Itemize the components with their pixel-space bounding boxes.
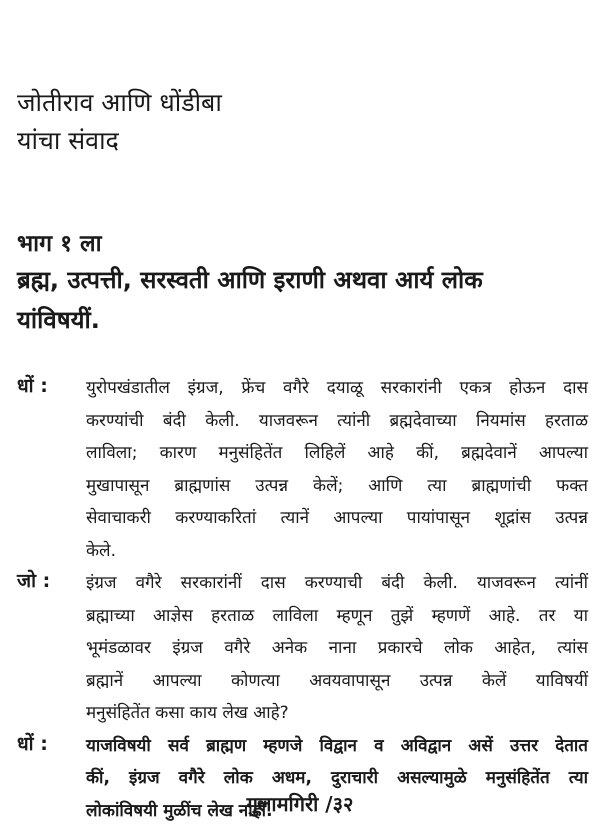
speech-line: सेवाचाकरी करण्याकरितां त्यानें आपल्या पायांपासून शूद्रांस उत्पन्न [86,508,588,528]
speech-line: मुखापासून ब्राह्मणांस उत्पन्न केलें; आणि त्या ब्राह्मणांची फक्त [86,475,588,496]
speech-text [86,372,588,567]
speech-line: भूमंडळावर इंग्रज वगैरे अनेक नाना प्रकारचे लोक आहेत, त्यांस [86,638,588,658]
speaker-label: धों : [17,732,48,755]
speaker-label: जो : [17,570,51,592]
title-line-1: जोतीराव आणि धोंडीबा [17,88,222,117]
speech-line: ब्रह्माच्या आज्ञेस हरताळ लाविला म्हणून तुझें म्हणणें आहे. तर या [86,605,588,626]
section-heading [17,260,592,340]
dialogue-turn [17,567,592,730]
speech-line: मनुसंहितेंत कसा काय लेख आहे? [86,703,289,723]
heading-line-1: ब्रह्म, उत्पत्ती, सरस्वती आणि इराणी अथवा आर्य लोक [17,266,483,294]
page-footer: गुलामगिरी /३२ [246,792,354,816]
dialogue-title [17,84,222,160]
speech-line: युरोपखंडातील इंग्रज, फ्रेंच वगैरे दयाळू सरकारांनी एकत्र होऊन दास [86,378,588,398]
part-label: भाग १ ला [17,231,102,257]
dialogue-turn [17,372,592,567]
dialogue [17,372,592,827]
speech-line: कीं, इंग्रज वगैरे लोक अधम, दुराचारी असल्यामुळे मनुसंहितेंत त्या [86,768,588,788]
speech-line: लोकांविषयी मुळींच लेख नाहीं. [86,800,273,821]
speaker-label: धों : [17,375,48,397]
speech-line: ब्रह्मानें आपल्या कोणत्या अवयवापासून उत्पन्न केलें याविषयीं [86,670,588,691]
speech-line: इंग्रज वगैरे सरकारांनीं दास करण्याची बंदी केली. याजवरून त्यांनीं [86,573,588,593]
speech-line: केले. [86,540,116,561]
title-line-2: यांचा संवाद [17,126,119,155]
speech-line: याजविषयी सर्व ब्राह्मण म्हणजे विद्वान व अविद्वान असें उत्तर देतात [86,735,588,756]
speech-line: करण्यांची बंदी केली. याजवरून त्यांनी ब्रह्मदेवाच्या नियमांस हरताळ [86,410,588,431]
heading-line-2: यांविषयीं. [17,306,100,334]
speech-line: लाविला; कारण मनुसंहितेंत लिहिलें आहे कीं, ब्रह्मदेवानें आपल्या [86,443,588,463]
speech-text [86,567,588,730]
